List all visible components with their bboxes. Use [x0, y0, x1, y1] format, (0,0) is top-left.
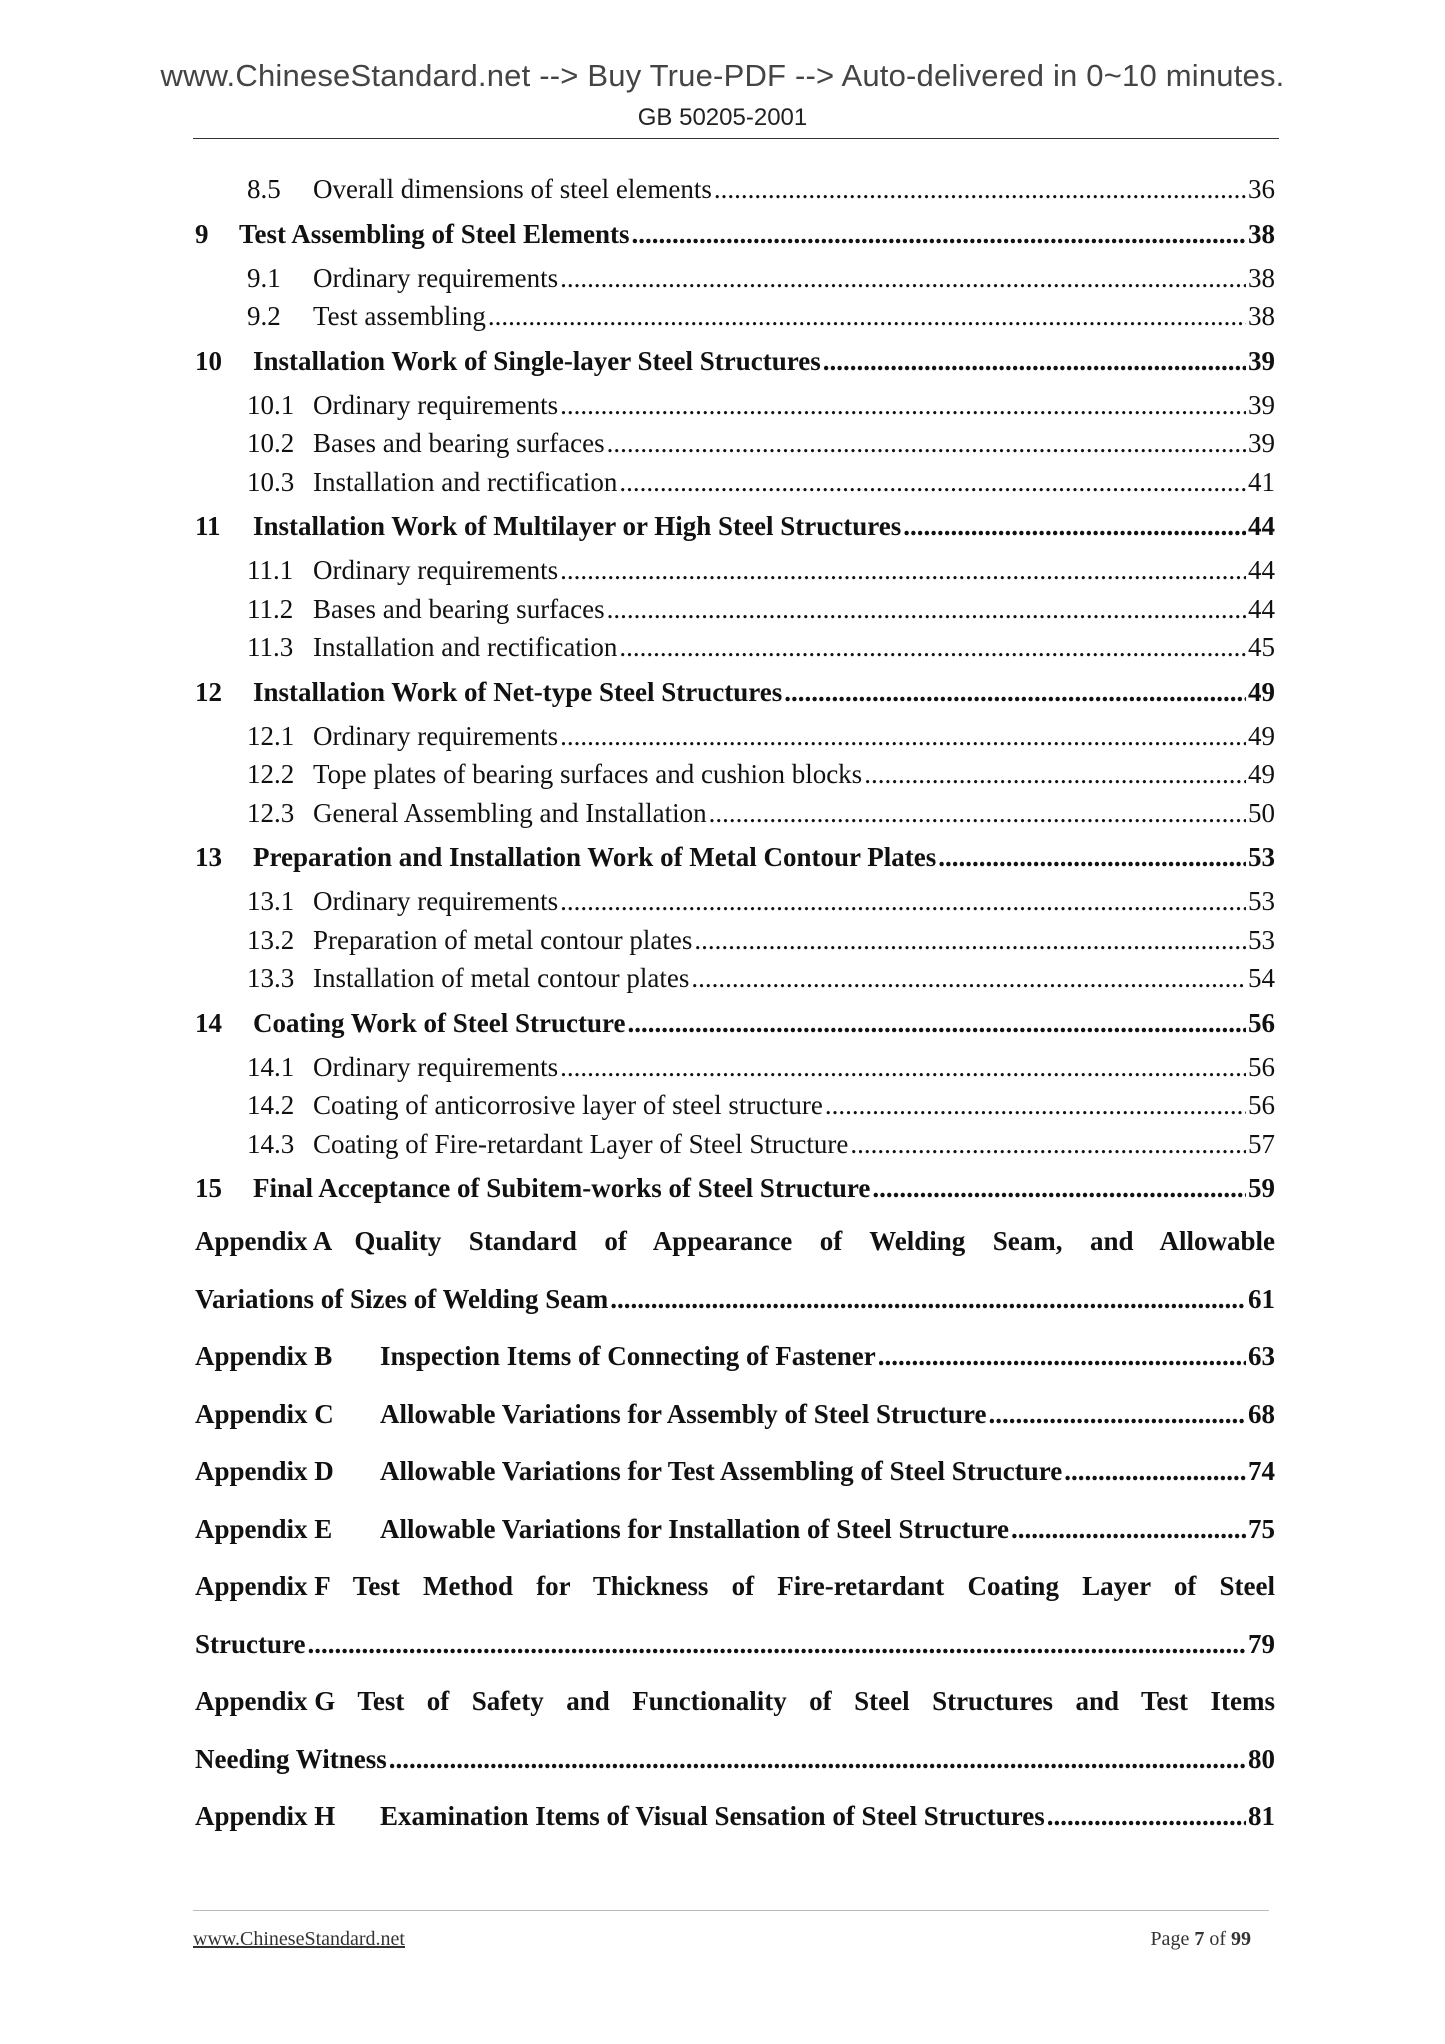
- toc-entry[interactable]: [195, 551, 1275, 590]
- appendix-title: Examination Items of Visual Sensation of Steel Structures: [380, 1801, 1045, 1831]
- toc-title: Ordinary requirements: [313, 389, 559, 420]
- toc-number: 9.1: [247, 262, 281, 293]
- appendix-title: Quality Standard of Appearance of Welding Seam, and Allowable: [354, 1226, 1275, 1256]
- toc-number: 14.3: [247, 1128, 295, 1159]
- toc-entry[interactable]: [195, 717, 1275, 756]
- appendix-title: Allowable Variations for Test Assembling of Steel Structure: [380, 1456, 1063, 1486]
- standard-code: GB 50205-2001: [637, 104, 808, 131]
- appendix-g-line1[interactable]: [195, 1673, 1275, 1731]
- toc-number: 10: [195, 345, 222, 376]
- toc-entry[interactable]: [195, 297, 1275, 336]
- appendix-a-line1[interactable]: [195, 1213, 1275, 1271]
- toc-title: Coating of Fire-retardant Layer of Steel Structure: [313, 1128, 849, 1159]
- toc-entry[interactable]: [195, 628, 1275, 667]
- toc-title: Overall dimensions of steel elements: [313, 174, 712, 204]
- toc-number: 11.1: [247, 555, 294, 585]
- leader-dots: [903, 501, 1246, 551]
- toc-title: Coating Work of Steel Structure: [253, 1007, 626, 1038]
- toc-title: Installation Work of Multilayer or High Steel Structures: [253, 511, 902, 541]
- leader-dots: [823, 336, 1246, 386]
- toc-number: 10.2: [247, 428, 295, 458]
- appendix-label: Appendix A: [195, 1226, 333, 1256]
- appendix-label: Appendix H: [195, 1801, 336, 1831]
- appendix-page: 75: [1248, 1513, 1275, 1544]
- toc-chapter[interactable]: [195, 998, 1275, 1048]
- toc-title: Ordinary requirements: [313, 886, 559, 916]
- toc-page: 53: [1248, 886, 1275, 916]
- toc-number: 13: [195, 842, 222, 872]
- appendix-label: Appendix B: [195, 1341, 333, 1371]
- header-rule: [193, 138, 1279, 139]
- toc-number: 11.3: [247, 632, 294, 662]
- toc-entry[interactable]: [195, 1086, 1275, 1125]
- page-total: 99: [1231, 1928, 1251, 1950]
- toc-title: Preparation of metal contour plates: [313, 924, 693, 955]
- appendix-list: [195, 1213, 1275, 1846]
- toc-entry[interactable]: [195, 794, 1275, 833]
- toc-number: 12.3: [247, 797, 295, 828]
- appendix-page: 79: [1248, 1628, 1275, 1659]
- leader-dots: [560, 717, 1246, 756]
- toc-number: 12.2: [247, 759, 295, 789]
- leader-dots: [560, 259, 1246, 298]
- toc-page: 44: [1248, 511, 1275, 541]
- toc-title: Installation and rectification: [313, 632, 618, 662]
- appendix-title: Inspection Items of Connecting of Fastener: [380, 1341, 876, 1371]
- appendix-label: Appendix F: [195, 1571, 331, 1601]
- toc-page: 57: [1248, 1128, 1275, 1159]
- toc-page: 53: [1248, 924, 1275, 955]
- toc-number: 15: [195, 1173, 222, 1203]
- toc-title: Ordinary requirements: [313, 555, 559, 585]
- toc-number: 13.3: [247, 963, 295, 993]
- appendix-title: Test Method for Thickness of Fire-retardant Coating Layer of Steel: [352, 1571, 1275, 1601]
- leader-dots: [709, 794, 1246, 833]
- toc-number: 13.1: [247, 886, 295, 916]
- leader-dots: [488, 297, 1246, 336]
- toc-page: 39: [1248, 345, 1275, 376]
- toc-number: 9.2: [247, 301, 281, 331]
- leader-dots: [389, 1731, 1246, 1789]
- appendix-page: 68: [1248, 1398, 1275, 1429]
- toc-page: 41: [1248, 466, 1275, 497]
- toc-title: Test Assembling of Steel Elements: [239, 218, 630, 249]
- toc-page: 59: [1248, 1173, 1275, 1203]
- toc-entry[interactable]: [195, 170, 1275, 209]
- appendix-label: Appendix C: [195, 1398, 334, 1429]
- toc-page: 56: [1248, 1090, 1275, 1120]
- toc-page: 56: [1248, 1007, 1275, 1038]
- appendix-label: Appendix E: [195, 1513, 333, 1544]
- appendix-h[interactable]: [195, 1788, 1275, 1846]
- toc-page: 53: [1248, 842, 1275, 872]
- toc-chapter[interactable]: [195, 667, 1275, 717]
- toc-page: 36: [1248, 174, 1275, 204]
- leader-dots: [825, 1086, 1246, 1125]
- appendix-title: Test of Safety and Functionality of Steel Structures and Test Items: [357, 1686, 1275, 1716]
- toc-page: 49: [1248, 720, 1275, 751]
- toc-title: Bases and bearing surfaces: [313, 593, 605, 624]
- toc-page: 38: [1248, 301, 1275, 331]
- toc-page: 44: [1248, 555, 1275, 585]
- appendix-a-line2[interactable]: [195, 1271, 1275, 1329]
- appendix-title: Allowable Variations for Installation of Steel Structure: [380, 1513, 1010, 1544]
- leader-dots: [691, 959, 1246, 998]
- appendix-page: 81: [1248, 1801, 1275, 1831]
- leader-dots: [607, 424, 1246, 463]
- leader-dots: [560, 551, 1246, 590]
- toc-entry[interactable]: [195, 590, 1275, 629]
- leader-dots: [784, 667, 1246, 717]
- appendix-title-cont: Needing Witness: [195, 1743, 387, 1774]
- toc-page: 45: [1248, 632, 1275, 662]
- page-indicator: [1150, 1928, 1251, 1951]
- leader-dots: [694, 921, 1246, 960]
- toc-title: Test assembling: [313, 301, 486, 331]
- toc-entry[interactable]: [195, 755, 1275, 794]
- toc-entry[interactable]: [195, 921, 1275, 960]
- appendix-title-cont: Structure: [195, 1628, 306, 1659]
- leader-dots: [1064, 1443, 1246, 1501]
- toc-entry[interactable]: [195, 259, 1275, 298]
- toc-number: 12: [195, 676, 222, 707]
- leader-dots: [627, 998, 1246, 1048]
- appendix-g-line2[interactable]: [195, 1731, 1275, 1789]
- page-prefix: Page: [1150, 1928, 1190, 1950]
- page-of: of: [1209, 1928, 1226, 1950]
- leader-dots: [619, 463, 1246, 502]
- toc-title: General Assembling and Installation: [313, 797, 707, 828]
- leader-dots: [560, 386, 1246, 425]
- appendix-page: 63: [1248, 1341, 1275, 1371]
- footer-rule: [193, 1910, 1269, 1911]
- toc-number: 11.2: [247, 593, 294, 624]
- toc-number: 14.1: [247, 1051, 295, 1082]
- appendix-label: Appendix G: [195, 1686, 336, 1716]
- leader-dots: [632, 209, 1247, 259]
- appendix-d[interactable]: [195, 1443, 1275, 1501]
- toc-title: Final Acceptance of Subitem-works of Steel Structure: [253, 1173, 871, 1203]
- toc-title: Ordinary requirements: [313, 1051, 559, 1082]
- appendix-b[interactable]: [195, 1328, 1275, 1386]
- toc-page: 54: [1248, 963, 1275, 993]
- toc-number: 9: [195, 218, 209, 249]
- leader-dots: [560, 882, 1246, 921]
- appendix-f-line2[interactable]: [195, 1616, 1275, 1674]
- toc-entry[interactable]: [195, 959, 1275, 998]
- toc-entry[interactable]: [195, 1048, 1275, 1087]
- toc-title: Installation of metal contour plates: [313, 963, 690, 993]
- toc-title: Coating of anticorrosive layer of steel structure: [313, 1090, 823, 1120]
- toc-chapter[interactable]: [195, 832, 1275, 882]
- leader-dots: [560, 1048, 1246, 1087]
- toc-number: 14.2: [247, 1090, 295, 1120]
- toc-title: Ordinary requirements: [313, 720, 559, 751]
- header-banner: www.ChineseStandard.net --> Buy True-PDF --> Auto-delivered in 0~10 minutes.: [160, 58, 1285, 93]
- appendix-page: 80: [1248, 1743, 1275, 1774]
- toc-number: 13.2: [247, 924, 295, 955]
- toc-entry[interactable]: [195, 882, 1275, 921]
- toc-number: 12.1: [247, 720, 295, 751]
- toc-chapter[interactable]: [195, 501, 1275, 551]
- toc-page: 44: [1248, 593, 1275, 624]
- leader-dots: [1047, 1788, 1246, 1846]
- toc-entry[interactable]: [195, 463, 1275, 502]
- toc-title: Ordinary requirements: [313, 262, 559, 293]
- table-of-contents: [195, 170, 1275, 1846]
- toc-number: 14: [195, 1007, 222, 1038]
- toc-page: 39: [1248, 389, 1275, 420]
- toc-page: 50: [1248, 797, 1275, 828]
- leader-dots: [938, 832, 1246, 882]
- toc-chapter[interactable]: [195, 1163, 1275, 1213]
- appendix-c[interactable]: [195, 1386, 1275, 1444]
- leader-dots: [607, 590, 1246, 629]
- toc-page: 38: [1248, 262, 1275, 293]
- toc-title: Installation Work of Net-type Steel Structures: [253, 676, 783, 707]
- leader-dots: [610, 1271, 1246, 1329]
- toc-page: 56: [1248, 1051, 1275, 1082]
- leader-dots: [619, 628, 1246, 667]
- toc-number: 10.1: [247, 389, 295, 420]
- toc-title: Preparation and Installation Work of Metal Contour Plates: [253, 842, 937, 872]
- toc-page: 39: [1248, 428, 1275, 458]
- leader-dots: [864, 755, 1246, 794]
- leader-dots: [878, 1328, 1246, 1386]
- appendix-e[interactable]: [195, 1501, 1275, 1559]
- toc-entry[interactable]: [195, 386, 1275, 425]
- toc-title: Bases and bearing surfaces: [313, 428, 605, 458]
- toc-page: 49: [1248, 676, 1275, 707]
- toc-entry[interactable]: [195, 424, 1275, 463]
- toc-number: 8.5: [247, 174, 281, 204]
- leader-dots: [714, 170, 1246, 209]
- leader-dots: [872, 1163, 1246, 1213]
- page-current: 7: [1194, 1928, 1205, 1950]
- leader-dots: [1011, 1501, 1246, 1559]
- toc-chapter[interactable]: [195, 336, 1275, 386]
- footer-link[interactable]: www.ChineseStandard.net: [193, 1928, 405, 1950]
- appendix-title-cont: Variations of Sizes of Welding Seam: [195, 1283, 609, 1314]
- leader-dots: [307, 1616, 1246, 1674]
- appendix-f-line1[interactable]: [195, 1558, 1275, 1616]
- toc-page: 49: [1248, 759, 1275, 789]
- toc-entry[interactable]: [195, 1125, 1275, 1164]
- leader-dots: [850, 1125, 1246, 1164]
- toc-title: Installation Work of Single-layer Steel Structures: [253, 345, 821, 376]
- toc-number: 10.3: [247, 466, 295, 497]
- toc-chapter[interactable]: [195, 209, 1275, 259]
- toc-title: Tope plates of bearing surfaces and cushion blocks: [313, 759, 863, 789]
- toc-title: Installation and rectification: [313, 466, 618, 497]
- toc-number: 11: [195, 511, 221, 541]
- appendix-page: 74: [1248, 1456, 1275, 1486]
- appendix-label: Appendix D: [195, 1456, 334, 1486]
- toc-page: 38: [1248, 218, 1275, 249]
- appendix-page: 61: [1248, 1283, 1275, 1314]
- leader-dots: [989, 1386, 1247, 1444]
- appendix-title: Allowable Variations for Assembly of Steel Structure: [380, 1398, 987, 1429]
